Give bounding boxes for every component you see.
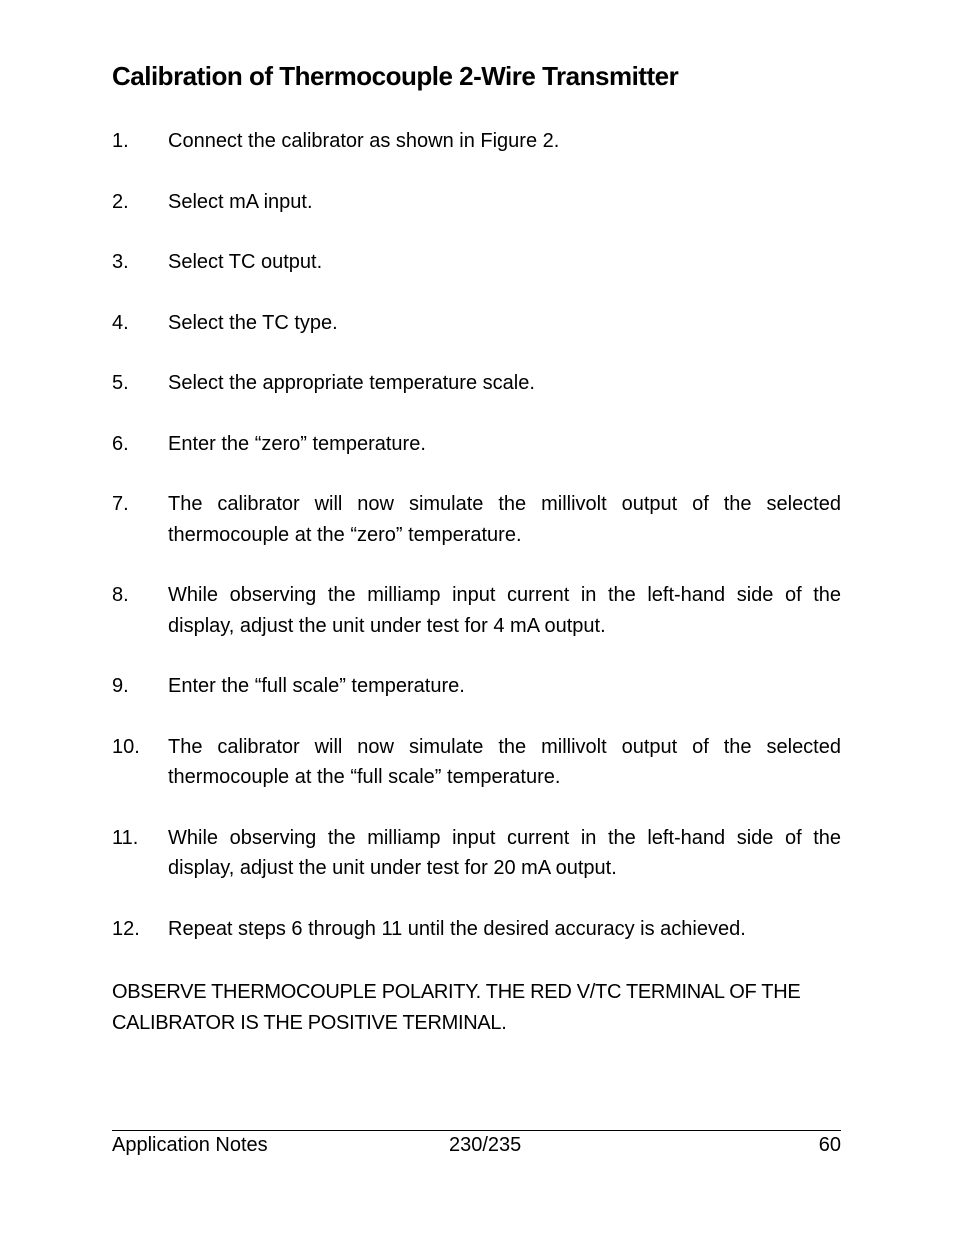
step-8 [112,580,841,641]
step-text: Select the appropriate temperature scale. [168,372,535,394]
step-number: 2. [112,190,129,213]
step-6 [112,429,841,460]
step-text: While observing the milliamp input current in the left-hand side of the display, adjust the unit under test for 20 mA output. [168,826,841,879]
step-number: 12. [112,917,140,940]
step-3 [112,247,841,278]
step-text: Connect the calibrator as shown in Figure 2. [168,130,560,152]
step-number: 3. [112,251,129,273]
step-4 [112,308,841,339]
step-text: Enter the “zero” temperature. [168,432,426,455]
footer-section-label: Application Notes [112,1134,268,1156]
steps-list [112,126,841,974]
polarity-warning: OBSERVE THERMOCOUPLE POLARITY. THE RED V/TC TERMINAL OF THE CALIBRATOR IS THE POSITIVE TERMINAL. [112,981,801,1034]
step-number: 5. [112,372,129,394]
step-11 [112,823,841,884]
step-number: 1. [112,130,129,152]
step-number: 8. [112,584,129,606]
step-number: 11. [112,826,139,849]
step-number: 6. [112,432,129,455]
step-text: Enter the “full scale” temperature. [168,675,465,697]
page-footer [112,1131,841,1159]
page-title: Calibration of Thermocouple 2-Wire Transmitter [112,61,679,91]
step-text: The calibrator will now simulate the millivolt output of the selected thermocouple at the “zero” temperature. [168,493,841,546]
step-10 [112,732,841,793]
step-text: The calibrator will now simulate the millivolt output of the selected thermocouple at the “full scale” temperature. [168,735,841,788]
footer-page-number: 60 [818,1134,841,1156]
step-number: 9. [112,675,129,697]
step-9 [112,671,841,702]
step-number: 7. [112,493,129,515]
step-text: Select TC output. [168,251,323,273]
step-text: Select mA input. [168,190,313,213]
step-7 [112,489,841,550]
step-5 [112,368,841,399]
footer-model-number: 230/235 [449,1134,522,1156]
step-number: 4. [112,311,129,334]
step-text: Repeat steps 6 through 11 until the desired accuracy is achieved. [168,917,746,940]
step-1 [112,126,841,157]
step-text: While observing the milliamp input current in the left-hand side of the display, adjust the unit under test for 4 mA output. [168,584,841,637]
step-12 [112,914,841,945]
step-2 [112,187,841,218]
step-text: Select the TC type. [168,311,338,334]
step-number: 10. [112,735,140,758]
